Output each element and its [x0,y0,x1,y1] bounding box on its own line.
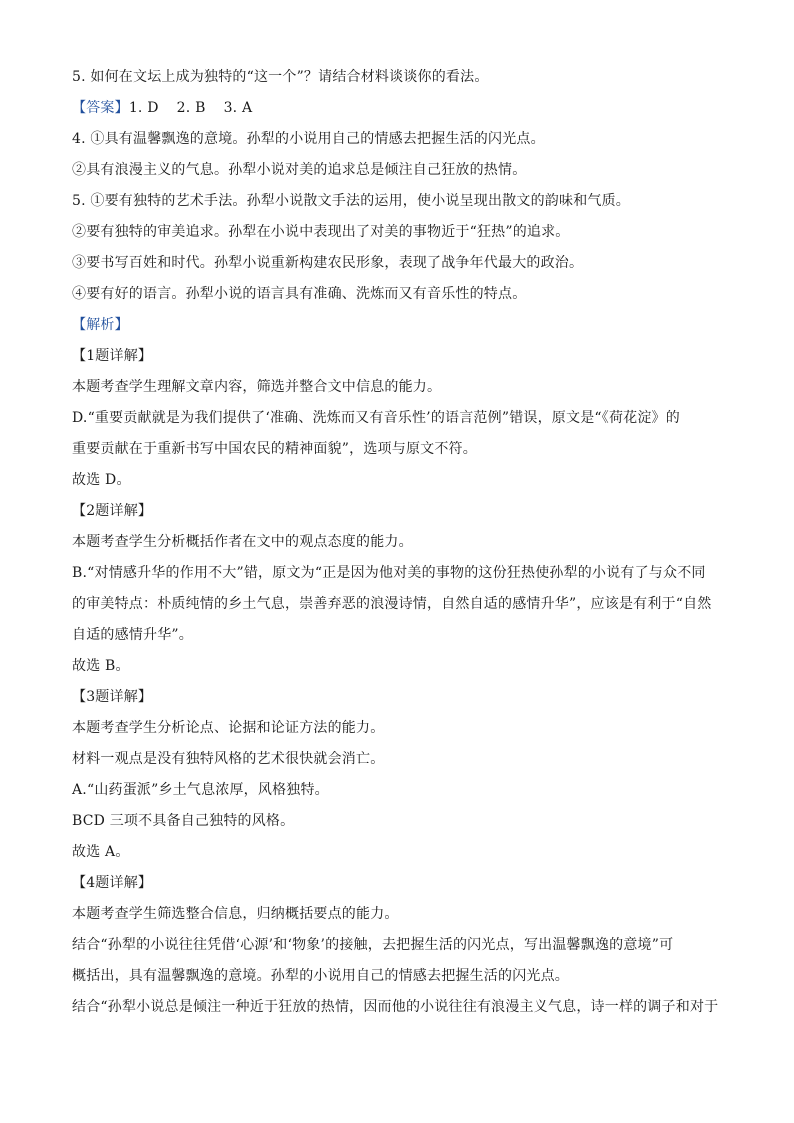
q3-conclusion: 故选 A。 [72,844,130,860]
answer-5-point-4: ④要有好的语言。孙犁小说的语言具有准确、洗炼而又有音乐性的特点。 [72,286,527,302]
answer-5-point-1: 5. ①要有独特的艺术手法。孙犁小说散文手法的运用，使小说呈现出散文的韵味和气质。 [72,193,631,209]
answer-line [72,93,722,124]
answer-4-point-1: 4. ①具有温馨飘逸的意境。孙犁的小说用自己的情感去把握生活的闪光点。 [72,131,545,147]
answer-5-point-3: ③要书写百姓和时代。孙犁小说重新构建农民形象，表现了战争年代最大的政治。 [72,255,584,271]
q2-detail-tag: 【2题详解】 [72,503,153,519]
q4-line: 本题考查学生筛选整合信息，归纳概括要点的能力。 [72,906,399,922]
q2-line: B.“对情感升华的作用不大”错，原文为“正是因为他对美的事物的这份狂热使孙犁的小说有了与众不同 [72,565,706,581]
q3-line: 本题考查学生分析论点、论据和论证方法的能力。 [72,720,385,736]
answer-4-point-2: ②具有浪漫主义的气息。孙犁小说对美的追求总是倾注自己狂放的热情。 [72,162,527,178]
q1-detail-tag: 【1题详解】 [72,348,153,364]
q4-line: 概括出，具有温馨飘逸的意境。孙犁的小说用自己的情感去把握生活的闪光点。 [72,968,569,984]
q4-line: 结合“孙犁小说总是倾注一种近于狂放的热情，因而他的小说往往有浪漫主义气息，诗一样的调子和对于 [72,999,719,1015]
answer-item-2: 2. B [176,100,206,116]
q3-line: A.“山药蛋派”乡土气息浓厚，风格独特。 [72,782,329,798]
answer-item-1: 1. D [128,100,159,116]
answer-tag: 【答案】 [72,100,129,116]
answer-5-point-2: ②要有独特的审美追求。孙犁在小说中表现出了对美的事物近于“狂热”的追求。 [72,224,570,240]
question-5: 5. 如何在文坛上成为独特的“这一个”？请结合材料谈谈你的看法。 [72,69,489,85]
q4-detail-tag: 【4题详解】 [72,875,153,891]
q4-line: 结合“孙犁的小说往往凭借‘心源’和‘物象’的接触，去把握生活的闪光点，写出温馨飘逸的意境”可 [72,937,674,953]
q2-line: 本题考查学生分析概括作者在文中的观点态度的能力。 [72,534,413,550]
q2-line: 自适的感情升华”。 [72,627,193,643]
q1-line: D.“重要贡献就是为我们提供了‘准确、洗炼而又有音乐性’的语言范例”错误，原文是“《荷花淀》的 [72,410,680,426]
q1-conclusion: 故选 D。 [72,472,131,488]
document-page [72,62,722,1023]
analysis-tag: 【解析】 [72,317,129,333]
q1-line: 本题考查学生理解文章内容，筛选并整合文中信息的能力。 [72,379,442,395]
q3-line: 材料一观点是没有独特风格的艺术很快就会消亡。 [72,751,385,767]
q3-line: BCD 三项不具备自己独特的风格。 [72,813,295,829]
answer-item-3: 3. A [223,100,253,116]
q2-conclusion: 故选 B。 [72,658,130,674]
q2-line: 的审美特点：朴质纯情的乡土气息，崇善弃恶的浪漫诗情，自然自适的感情升华”，应该是有利于“自然 [72,596,712,612]
q3-detail-tag: 【3题详解】 [72,689,153,705]
q1-line: 重要贡献在于重新书写中国农民的精神面貌”，选项与原文不符。 [72,441,477,457]
